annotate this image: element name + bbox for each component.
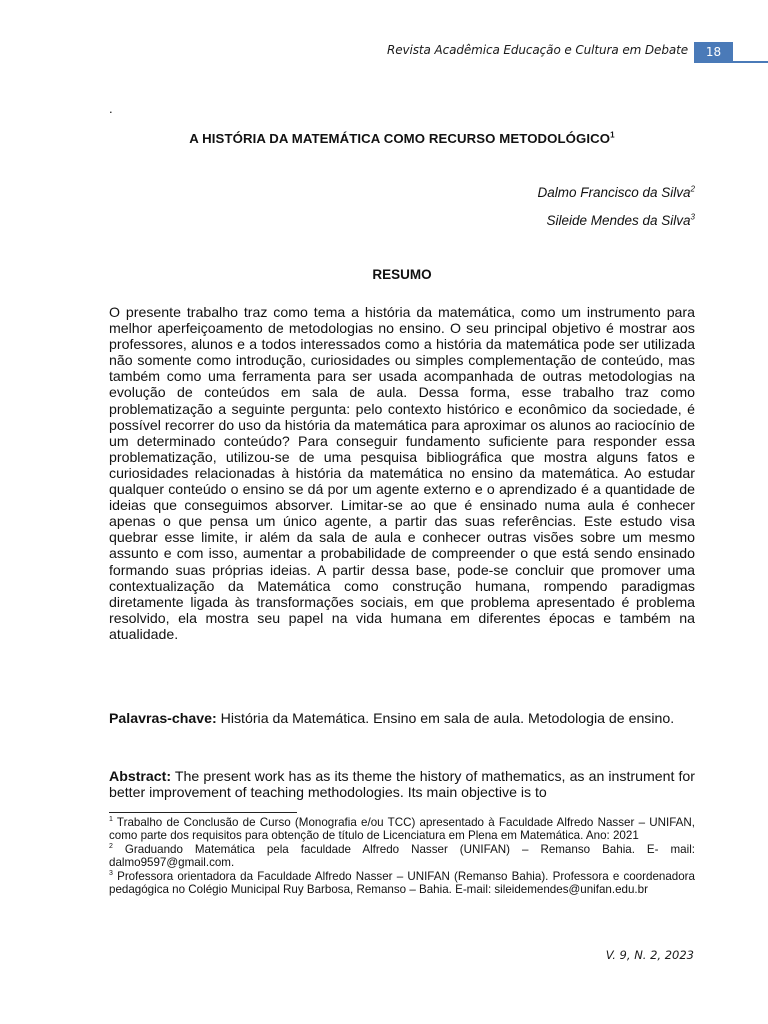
journal-title: Revista Acadêmica Educação e Cultura em Debate — [387, 43, 688, 57]
author-1-name: Dalmo Francisco da Silva — [537, 185, 691, 200]
footnote-separator — [109, 812, 297, 813]
header-accent-rule — [694, 61, 768, 63]
keywords-text: História da Matemática. Ensino em sala de aula. Metodologia de ensino. — [216, 710, 675, 726]
title-footnote-ref[interactable]: 1 — [610, 130, 615, 140]
resumo-body: O presente trabalho traz como tema a história da matemática, como um instrumento para melhor aperfeiçoamento de metodologias no ensino. O seu principal objetivo é mostrar aos professores, alunos e a todos interessados como a história da matemática pode ser utilizada não somente como introdução, curiosidades ou simples complementação de conteúdo, mas também como uma ferramenta para ser usada acompanhada de outras metodologias na evolução de conteúdos em sala de aula. Dessa forma, esse trabalho traz como problematização a seguinte pergunta: pelo contexto histórico e econômico da sociedade, é possível recorrer do uso da história da matemática para aproximar os alunos ao raciocínio de um determinado conteúdo? Para conseguir fundamento suficiente para responder essa problematização, utilizou-se de uma pesquisa bibliográfica que mostra alguns fatos e curiosidades relacionadas à história da matemática no ensino da matemática. Ao estudar qualquer conteúdo o ensino se dá por um agente externo e o aprendizado é a quantidade de ideias que conseguimos absorver. Limitar-se ao que é ensinado numa aula é conhecer apenas o que pensa um único agente, a partir das suas referências. Este estudo visa quebrar esse limite, ir além da sala de aula e conhecer outras visões sobre um mesmo assunto e com isso, aumentar a probabilidade de compreender o que está sendo ensinado formando suas próprias ideias. A partir dessa base, pode-se concluir que promover uma contextualização da Matemática como construção humana, rompendo paradigmas diretamente ligada às transformações sociais, em que problema apresentado é problema resolvido, ela mostra seu papel na vida humana em diferentes épocas e também na atualidade. — [109, 304, 695, 642]
abstract-text: The present work has as its theme the history of mathematics, as an instrument for better improvement of teaching methodologies. Its main objective is to — [109, 768, 695, 801]
footnote-2-number: 2 — [109, 842, 113, 850]
footnotes — [109, 816, 695, 896]
footnote-1 — [109, 816, 695, 843]
footnote-2-text: Graduando Matemática pela faculdade Alfredo Nasser (UNIFAN) – Remanso Bahia. E- mail: dalmo9597@gmail.com. — [109, 842, 695, 870]
footnote-3-text: Professora orientadora da Faculdade Alfredo Nasser – UNIFAN (Remanso Bahia). Professora e coordenadora pedagógica no Colégio Municipal Ruy Barbosa, Remanso – Bahia. E-mail: sileidemendes@unifan.edu.br — [109, 869, 695, 897]
stray-dot: . — [109, 101, 113, 116]
footnote-1-number: 1 — [109, 816, 113, 824]
keywords — [109, 707, 695, 729]
keywords-label: Palavras-chave: — [109, 710, 217, 726]
footnote-2 — [109, 843, 695, 870]
author-1-footnote-ref[interactable]: 2 — [690, 184, 695, 194]
footnote-3 — [109, 870, 695, 897]
footnote-1-text: Trabalho de Conclusão de Curso (Monografia e/ou TCC) apresentado à Faculdade Alfredo Nasser – UNIFAN, como parte dos requisitos para obtenção de título de Licenciatura em Plena em Matemática. Ano: 2021 — [109, 816, 695, 843]
author-1 — [537, 185, 695, 200]
abstract-english — [109, 768, 695, 800]
author-2-footnote-ref[interactable]: 3 — [690, 212, 695, 222]
resumo-heading: RESUMO — [372, 267, 432, 282]
page-number-badge: 18 — [694, 42, 733, 62]
footnote-3-number: 3 — [109, 869, 113, 877]
article-title-text: A HISTÓRIA DA MATEMÁTICA COMO RECURSO METODOLÓGICO — [189, 131, 611, 146]
abstract-label: Abstract: — [109, 768, 172, 784]
author-2 — [546, 213, 695, 228]
volume-footer: V. 9, N. 2, 2023 — [605, 948, 694, 962]
article-title — [109, 131, 695, 146]
author-2-name: Sileide Mendes da Silva — [546, 213, 691, 228]
